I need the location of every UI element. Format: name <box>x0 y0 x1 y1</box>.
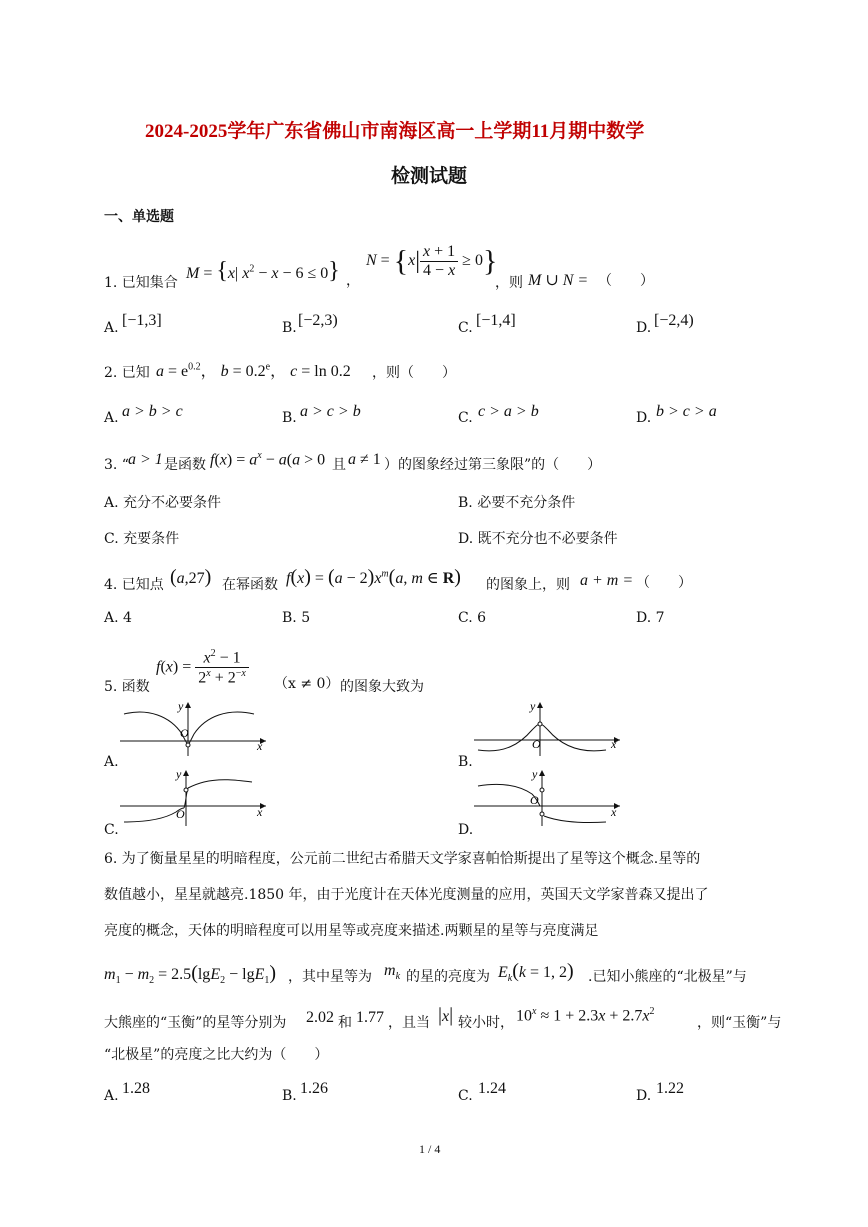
q1-tail: ，则 <box>495 275 523 291</box>
document-title-line2: 检测试题 <box>391 166 468 187</box>
q2-option-d-label[interactable]: D. <box>636 410 652 426</box>
q6-line-6: “北极星”的亮度之比大约为（ ） <box>104 1047 329 1063</box>
q4-paren: （ ） <box>636 575 692 591</box>
q4-sum: a + m = <box>580 572 634 589</box>
q6-option-a[interactable]: 1.28 <box>122 1080 150 1097</box>
graph-c-x-label: x <box>257 805 263 819</box>
q3-tail: ）的图象经过第三象限”的（ ） <box>384 457 602 473</box>
q4-point: (a,27) <box>170 566 212 588</box>
q6-line5-d: 较小时， <box>458 1015 514 1031</box>
q4-function: $f(x) = (a - 2)x^m(a$, m ∈ R) <box>286 566 461 588</box>
q6-mk: $m_k$ <box>384 962 401 983</box>
q2-stem: 2. 已知 <box>104 365 150 381</box>
q1-option-b-label[interactable]: B. <box>282 320 297 336</box>
q5-graph-d[interactable] <box>474 768 624 826</box>
q2-option-a[interactable]: a > b > c <box>122 403 183 420</box>
q2-option-b-label[interactable]: B. <box>282 410 297 426</box>
q4-mid: 在幂函数 <box>222 577 278 593</box>
q5-graph-b[interactable] <box>474 700 624 756</box>
q1-option-b[interactable]: [−2,3) <box>298 312 338 329</box>
q5-condition: （x ≠ 0） <box>274 676 340 692</box>
q1-set-n: N = {x| $\frac{x + 1}{4 - x}$ ≥ 0} <box>366 243 498 279</box>
q1-option-d-label[interactable]: D. <box>636 320 652 336</box>
q6-value-1: 2.02 <box>306 1009 334 1026</box>
graph-b-x-label: x <box>611 737 617 751</box>
q6-line-1: 6. 为了衡量星星的明暗程度，公元前二世纪古希腊天文学家喜帕恰斯提出了星等这个概念.星等的 <box>104 851 701 867</box>
q6-approx: $10^x \approx 1 + 2.3x + 2.7x^2$ <box>516 1006 655 1025</box>
q4-stem: 4. 已知点 <box>104 577 164 593</box>
q1-paren: （ ） <box>598 273 654 289</box>
q3-option-d[interactable]: D. 既不充分也不必要条件 <box>458 531 618 547</box>
q3-option-c[interactable]: C. 充要条件 <box>104 531 180 547</box>
q6-option-b[interactable]: 1.26 <box>300 1080 328 1097</box>
q6-line5-b: 和 <box>338 1015 352 1031</box>
section-heading: 一、单选题 <box>104 209 174 225</box>
q2-option-a-label[interactable]: A. <box>104 410 119 426</box>
q2-tail: ，则（ ） <box>372 365 456 381</box>
q3-function: $f(x) = a^x - a(a > 0$ <box>210 450 326 469</box>
q3-condition: a > 1 <box>128 451 163 468</box>
q3-and: 且 <box>332 457 346 473</box>
q6-line-3: 亮度的概念，天体的明暗程度可以用星等或亮度来描述.两颗星的星等与亮度满足 <box>104 923 599 939</box>
graph-c-y-label: y <box>176 768 182 781</box>
q6-option-c[interactable]: 1.24 <box>478 1080 506 1097</box>
q6-line4-c: .已知小熊座的“北极星”与 <box>588 969 747 985</box>
q5-option-b-label[interactable]: B. <box>458 754 473 770</box>
graph-a-origin: O <box>180 726 189 740</box>
document-title: 2024-2025学年广东省佛山市南海区高一上学期11月期中数学 <box>145 121 645 142</box>
q3-stem: 3. “ <box>104 457 129 473</box>
q6-option-a-label[interactable]: A. <box>104 1088 119 1104</box>
q5-option-a-label[interactable]: A. <box>104 754 119 770</box>
graph-d-y-label: y <box>532 768 538 781</box>
q2-option-c-label[interactable]: C. <box>458 410 473 426</box>
q1-stem: 1. 已知集合 <box>104 275 178 291</box>
q4-option-a[interactable]: A. 4 <box>104 610 132 626</box>
q6-formula: $m_1 - m_2 = 2.5(\lg E_2 - \lg E_1)$ <box>104 962 277 987</box>
q6-ek: $E_k(k = 1$, 2) <box>498 960 574 985</box>
q1-option-c[interactable]: [−1,4] <box>476 312 516 329</box>
q1-set-m: M = {x| $x^2 - x - 6 \le 0$} <box>186 258 340 284</box>
q6-line5-a: 大熊座的“玉衡”的星等分别为 <box>104 1015 287 1031</box>
graph-a-y-label: y <box>178 700 184 713</box>
q1-union: M ∪ N = <box>528 272 589 289</box>
q5-tail: 的图象大致为 <box>340 679 424 695</box>
q2-values: $a = e^{0.2}$， b = 0.2$^e$， c = ln 0.2 <box>156 361 351 380</box>
q4-tail: 的图象上，则 <box>486 577 570 593</box>
q6-line-2: 数值越小，星星就越亮.1850 年，由于光度计在天体光度测量的应用，英国天文学家普森又提出了 <box>104 887 709 903</box>
graph-c-origin: O <box>176 807 185 821</box>
q1-option-d[interactable]: [−2,4) <box>654 312 694 329</box>
q4-option-d[interactable]: D. 7 <box>636 610 665 626</box>
q1-option-a-label[interactable]: A. <box>104 320 119 336</box>
q6-abs-x: |x| <box>438 1004 454 1026</box>
q4-option-b[interactable]: B. 5 <box>282 610 311 626</box>
q6-option-d[interactable]: 1.22 <box>656 1080 684 1097</box>
q5-graph-a[interactable] <box>120 700 270 756</box>
q1-sep: ， <box>346 273 360 289</box>
q3-mid: 是函数 <box>164 457 206 473</box>
graph-d-x-label: x <box>611 805 617 819</box>
q2-option-b[interactable]: a > c > b <box>300 403 361 420</box>
graph-b-origin: O <box>532 737 541 751</box>
q3-cond2: a ≠ 1 <box>348 451 381 468</box>
q4-option-c[interactable]: C. 6 <box>458 610 487 626</box>
q6-line4-b: 的星的亮度为 <box>406 969 490 985</box>
q5-function: f(x) = $\frac{x^2 - 1}{2^x + 2^{-x}}$ <box>156 648 249 688</box>
q2-option-c[interactable]: c > a > b <box>478 403 539 420</box>
q1-option-c-label[interactable]: C. <box>458 320 473 336</box>
graph-d-origin: O <box>530 793 539 807</box>
graph-a-x-label: x <box>257 739 263 753</box>
q6-line5-e: ，则“玉衡”与 <box>697 1015 782 1031</box>
q1-option-a[interactable]: [−1,3] <box>122 312 162 329</box>
q3-option-b[interactable]: B. 必要不充分条件 <box>458 495 576 511</box>
q2-option-d[interactable]: b > c > a <box>656 403 717 420</box>
q6-line4-a: ，其中星等为 <box>288 969 372 985</box>
q6-option-c-label[interactable]: C. <box>458 1088 473 1104</box>
q5-option-d-label[interactable]: D. <box>458 822 474 838</box>
q5-graph-c[interactable] <box>120 768 270 826</box>
q6-value-2: 1.77 <box>356 1009 384 1026</box>
page-number: 1 / 4 <box>419 1142 441 1156</box>
q6-option-d-label[interactable]: D. <box>636 1088 652 1104</box>
q5-option-c-label[interactable]: C. <box>104 822 119 838</box>
q3-option-a[interactable]: A. 充分不必要条件 <box>104 495 222 511</box>
q6-option-b-label[interactable]: B. <box>282 1088 297 1104</box>
q5-stem: 5. 函数 <box>104 679 150 695</box>
graph-b-y-label: y <box>530 700 536 713</box>
q6-line5-c: ，且当 <box>388 1015 430 1031</box>
